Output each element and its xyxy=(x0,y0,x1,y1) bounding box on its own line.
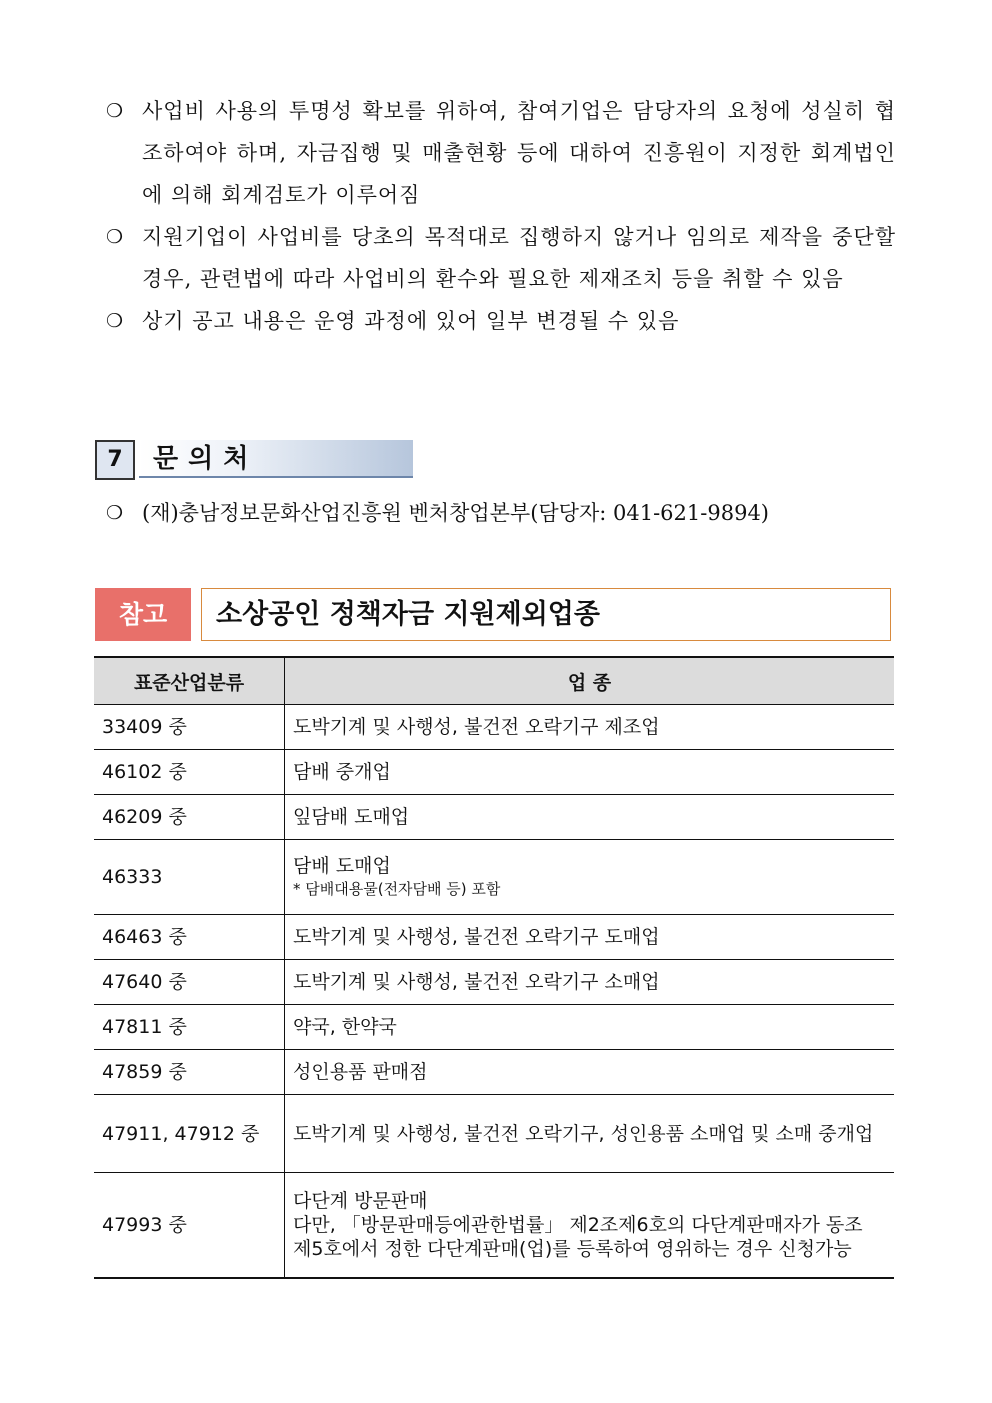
bullet-text: 지원기업이 사업비를 당초의 목적대로 집행하지 않거나 임의로 제작을 중단할 경우, 관련법에 따라 사업비의 환수와 필요한 제재조치 등을 취할 수 있음 xyxy=(142,225,896,291)
bullet-text: 상기 공고 내용은 운영 과정에 있어 일부 변경될 수 있음 xyxy=(142,309,680,333)
industry-code: 46102 중 xyxy=(94,750,285,795)
industry-desc: 약국, 한약국 xyxy=(285,1005,895,1050)
industry-code: 46463 중 xyxy=(94,915,285,960)
table-row xyxy=(94,750,894,795)
section-heading xyxy=(95,440,415,480)
industry-code: 47859 중 xyxy=(94,1050,285,1095)
column-header-code: 표준산업분류 xyxy=(94,657,285,705)
section-number: 7 xyxy=(95,440,135,480)
excluded-industries-table xyxy=(94,656,894,1279)
industry-note: * 담배대용물(전자담배 등) 포함 xyxy=(293,880,501,898)
circle-bullet-icon: ❍ xyxy=(106,502,124,524)
industry-code: 47911, 47912 중 xyxy=(94,1095,285,1173)
circle-bullet-icon: ❍ xyxy=(106,100,125,122)
table-row xyxy=(94,1173,894,1278)
industry-desc: 담배 중개업 xyxy=(285,750,895,795)
industry-desc: 도박기계 및 사행성, 불건전 오락기구 제조업 xyxy=(285,705,895,750)
table-row xyxy=(94,795,894,840)
industry-code: 47640 중 xyxy=(94,960,285,1005)
table-row xyxy=(94,915,894,960)
industry-desc: 성인용품 판매점 xyxy=(285,1050,895,1095)
industry-desc: 다단계 방문판매 xyxy=(293,1189,428,1212)
industry-desc: 도박기계 및 사행성, 불건전 오락기구 소매업 xyxy=(285,960,895,1005)
table-row xyxy=(94,960,894,1005)
reference-badge: 참고 xyxy=(95,588,191,641)
column-header-industry: 업 종 xyxy=(285,657,895,705)
table-row xyxy=(94,1050,894,1095)
section-title: 문의처 xyxy=(139,440,413,478)
bullet-item xyxy=(106,90,896,216)
notice-bullets xyxy=(106,90,896,342)
circle-bullet-icon: ❍ xyxy=(106,310,125,332)
bullet-item xyxy=(106,300,896,342)
table-row xyxy=(94,1095,894,1173)
table-row xyxy=(94,840,894,915)
table-row xyxy=(94,1005,894,1050)
reference-title: 소상공인 정책자금 지원제외업종 xyxy=(201,588,891,641)
industry-cell xyxy=(285,1173,895,1278)
industry-desc: 도박기계 및 사행성, 불건전 오락기구, 성인용품 소매업 및 소매 중개업 xyxy=(285,1095,895,1173)
industry-desc: 잎담배 도매업 xyxy=(285,795,895,840)
bullet-item xyxy=(106,216,896,300)
contact-line xyxy=(106,492,932,534)
contact-text: (재)충남정보문화산업진흥원 벤처창업본부(담당자: 041-621-9894) xyxy=(142,501,770,525)
industry-desc: 담배 도매업 xyxy=(293,855,391,877)
industry-desc: 도박기계 및 사행성, 불건전 오락기구 도매업 xyxy=(285,915,895,960)
industry-cell xyxy=(285,840,895,915)
industry-desc-detail: 다만, 「방문판매등에관한법률」 제2조제6호의 다단계판매자가 동조 제5호에서 정한 다단계판매(업)를 등록하여 영위하는 경우 신청가능 xyxy=(293,1213,863,1260)
industry-code: 33409 중 xyxy=(94,705,285,750)
industry-code: 46209 중 xyxy=(94,795,285,840)
bullet-text: 사업비 사용의 투명성 확보를 위하여, 참여기업은 담당자의 요청에 성실히 협조하여야 하며, 자금집행 및 매출현황 등에 대하여 진흥원이 지정한 회계법인에 의해 회계검토가 이루어짐 xyxy=(142,99,896,207)
industry-code: 47993 중 xyxy=(94,1173,285,1278)
industry-code: 46333 xyxy=(94,840,285,915)
table-header-row xyxy=(94,657,894,705)
industry-code: 47811 중 xyxy=(94,1005,285,1050)
table-row xyxy=(94,705,894,750)
circle-bullet-icon: ❍ xyxy=(106,226,125,248)
